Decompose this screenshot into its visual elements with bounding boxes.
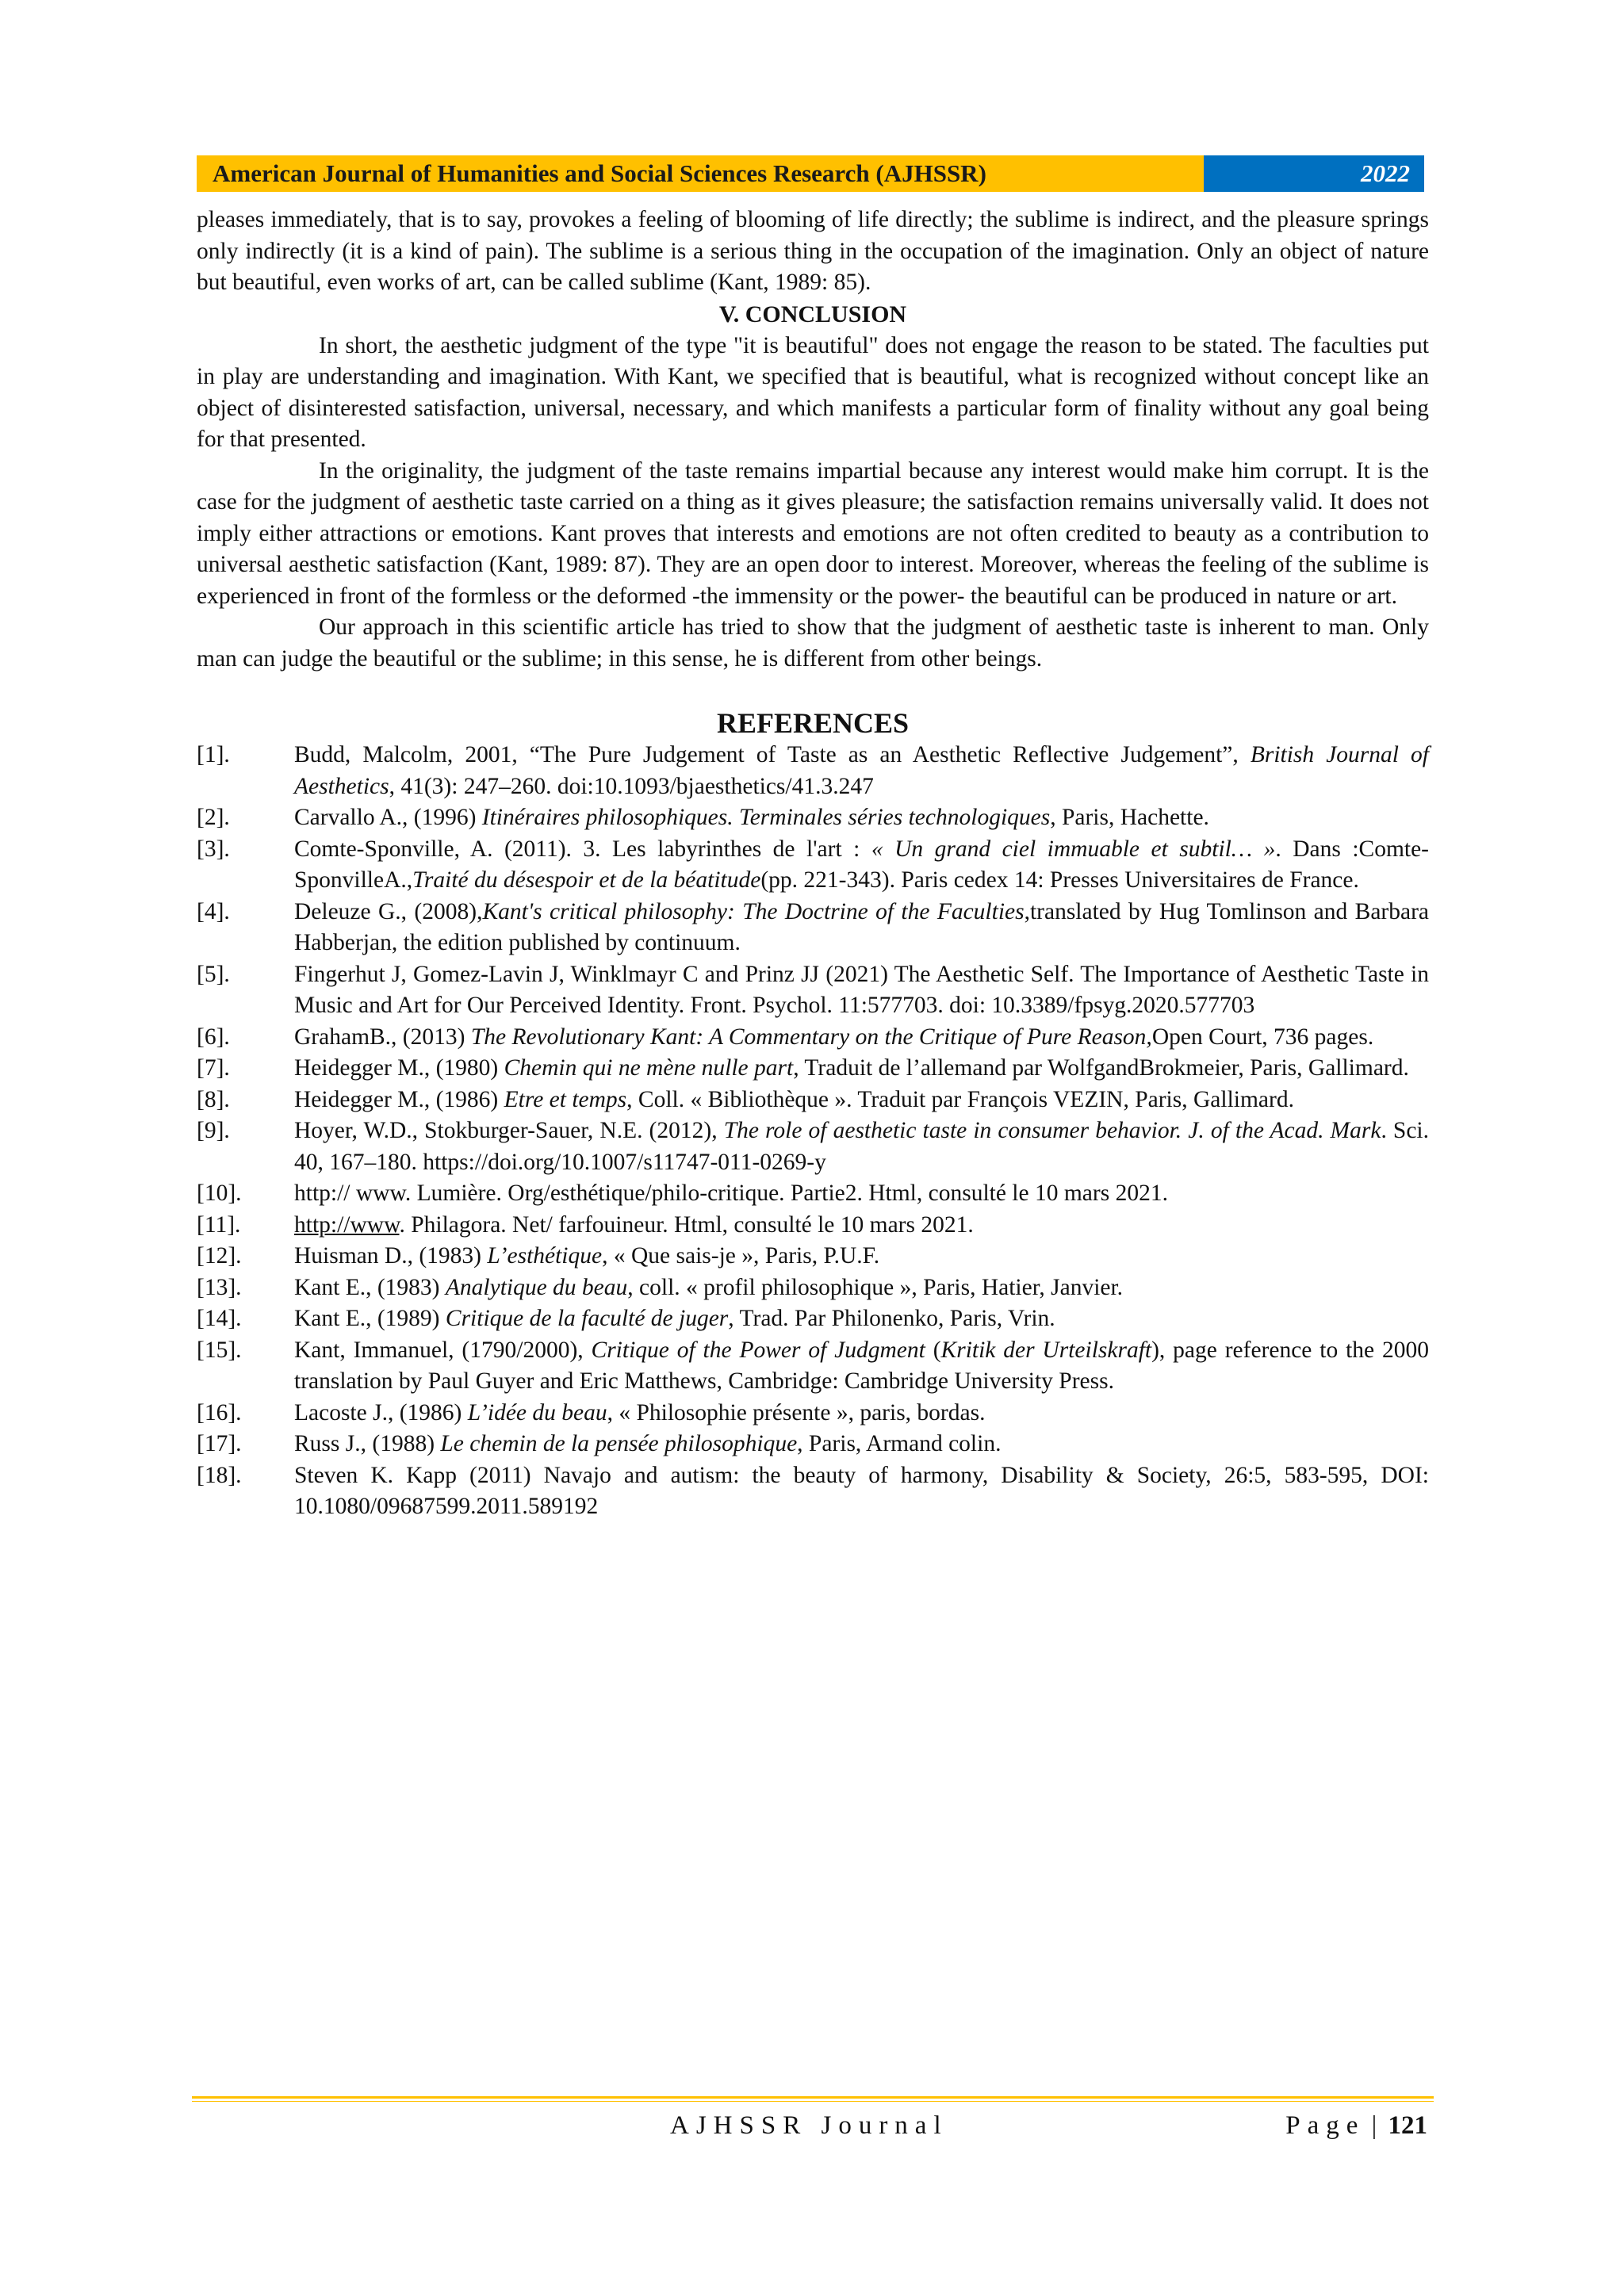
reference-title: Analytique du beau xyxy=(445,1274,628,1300)
reference-item xyxy=(197,1115,1429,1178)
reference-title: Critique de la faculté de juger xyxy=(445,1306,729,1331)
journal-year: 2022 xyxy=(1204,155,1424,192)
reference-title: Le chemin de la pensée philosophique xyxy=(440,1431,798,1456)
reference-segment: Lacoste J., (1986) xyxy=(294,1399,468,1425)
reference-text xyxy=(294,1022,1429,1054)
reference-number: [8]. xyxy=(197,1086,230,1112)
reference-text xyxy=(294,1460,1429,1523)
reference-number: [6]. xyxy=(197,1024,230,1050)
page-content xyxy=(197,205,1429,1523)
reference-segment: Hoyer, W.D., Stokburger-Sauer, N.E. (2012), xyxy=(294,1118,724,1143)
reference-item xyxy=(197,1022,1429,1054)
reference-segment: Open Court, 736 pages. xyxy=(1151,1024,1374,1050)
reference-title: Kritik der Urteilskraft xyxy=(940,1337,1152,1363)
reference-number: [7]. xyxy=(197,1055,230,1081)
reference-item xyxy=(197,1398,1429,1429)
reference-segment: , « Que sais-je », Paris, P.U.F. xyxy=(602,1243,880,1269)
reference-item xyxy=(197,1178,1429,1210)
footer-rule xyxy=(192,2096,1434,2099)
reference-item xyxy=(197,1303,1429,1335)
reference-segment: GrahamB., (2013) xyxy=(294,1024,471,1050)
reference-title: « Un grand ciel immuable et subtil… » xyxy=(871,836,1276,862)
footer-page-indicator xyxy=(1285,2109,1427,2142)
footer-page-number: 121 xyxy=(1388,2111,1427,2140)
reference-title: L’esthétique xyxy=(487,1243,603,1269)
reference-number: [18]. xyxy=(197,1462,242,1488)
reference-segment: , Traduit de l’allemand par WolfgandBrokmeier, Paris, Gallimard. xyxy=(793,1055,1409,1081)
reference-segment: Fingerhut J, Gomez-Lavin J, Winklmayr C and Prinz JJ (2021) The Aesthetic Self. The Importance of Aesthetic Taste in Music and Art for Our Perceived Identity. Front. Psychol. 11:577703. doi: 10.3389/fpsyg.2020.577703 xyxy=(294,961,1429,1018)
reference-item xyxy=(197,1272,1429,1304)
footer-page-label: Page xyxy=(1285,2111,1365,2140)
reference-number: [9]. xyxy=(197,1118,230,1143)
reference-number: [10]. xyxy=(197,1181,242,1206)
reference-item xyxy=(197,1429,1429,1460)
reference-number: [12]. xyxy=(197,1243,242,1269)
reference-title: The Revolutionary Kant: A Commentary on the Critique of Pure Reason, xyxy=(470,1024,1152,1050)
reference-number: [5]. xyxy=(197,961,230,987)
reference-segment: (pp. 221-343). Paris cedex 14: Presses Universitaires de France. xyxy=(760,867,1359,893)
footer-page-separator: | xyxy=(1371,2111,1377,2140)
reference-segment: ( xyxy=(925,1337,941,1363)
reference-segment: Kant E., (1983) xyxy=(294,1274,446,1300)
reference-segment: http:// www. Lumière. Org/esthétique/philo-critique. Partie2. Html, consulté le 10 mars 2021. xyxy=(294,1181,1168,1206)
conclusion-heading: V. CONCLUSION xyxy=(718,300,907,327)
reference-title: L’idée du beau xyxy=(467,1399,607,1425)
reference-text xyxy=(294,1178,1429,1210)
reference-segment: . Dans :Comte-SponvilleA., xyxy=(294,836,1429,893)
reference-segment: , Trad. Par Philonenko, Paris, Vrin. xyxy=(728,1306,1055,1331)
reference-item xyxy=(197,740,1429,802)
reference-text xyxy=(294,1115,1429,1178)
reference-text xyxy=(294,802,1429,834)
reference-segment: Comte-Sponville, A. (2011). 3. Les labyrinthes de l'art : xyxy=(294,836,871,862)
reference-text xyxy=(294,1303,1429,1335)
footer-journal-name: AJHSSR Journal xyxy=(670,2111,948,2140)
reference-segment: , « Philosophie présente », paris, bordas. xyxy=(607,1399,986,1425)
reference-segment: , coll. « profil philosophique », Paris, Hatier, Janvier. xyxy=(627,1274,1124,1300)
reference-segment: Russ J., (1988) xyxy=(294,1431,441,1456)
reference-text xyxy=(294,740,1429,802)
conclusion-paragraph: Our approach in this scientific article has tried to show that the judgment of aesthetic taste is inherent to man. Only man can judge the beautiful or the sublime; in this sense, he is different from other beings. xyxy=(197,614,1429,672)
reference-number: [2]. xyxy=(197,805,230,830)
reference-text xyxy=(294,1210,1429,1242)
reference-segment: Heidegger M., (1980) xyxy=(294,1055,504,1081)
reference-item xyxy=(197,897,1429,959)
reference-number: [16]. xyxy=(197,1399,242,1425)
reference-item xyxy=(197,1241,1429,1272)
reference-segment: . Philagora. Net/ farfouineur. Html, consulté le 10 mars 2021. xyxy=(399,1211,974,1238)
reference-text xyxy=(294,1272,1429,1304)
reference-text xyxy=(294,1241,1429,1272)
reference-title: Itinéraires philosophiques. Terminales séries technologiques xyxy=(481,805,1051,830)
reference-number: [4]. xyxy=(197,898,230,924)
continued-paragraph: pleases immediately, that is to say, provokes a feeling of blooming of life directly; the sublime is indirect, and the pleasure springs only indirectly (it is a kind of pain). The sublime is a serious thing in the occupation of the imagination. Only an object of nature but beautiful, even works of art, can be called sublime (Kant, 1989: 85). xyxy=(197,207,1429,295)
reference-segment: . Sci. 40, 167–180. https://doi.org/10.1007/s11747-011-0269-y xyxy=(294,1118,1429,1175)
footer-rule-thin xyxy=(192,2101,1434,2102)
reference-title: Chemin qui ne mène nulle part xyxy=(504,1055,794,1081)
reference-text xyxy=(294,1429,1429,1460)
reference-segment: Carvallo A., (1996) xyxy=(294,805,482,830)
reference-number: [1]. xyxy=(197,742,230,767)
reference-title: The role of aesthetic taste in consumer behavior. J. of the Acad. Mark xyxy=(723,1118,1381,1143)
reference-item xyxy=(197,1085,1429,1116)
reference-text xyxy=(294,959,1429,1022)
reference-number: [17]. xyxy=(197,1431,242,1456)
reference-item xyxy=(197,834,1429,897)
reference-title: Etre et temps xyxy=(504,1086,627,1112)
reference-number: [13]. xyxy=(197,1274,242,1300)
reference-item xyxy=(197,1210,1429,1242)
reference-number: [11]. xyxy=(197,1211,241,1238)
reference-title: Traité du désespoir et de la béatitude xyxy=(412,867,761,893)
reference-segment: Budd, Malcolm, 2001, “The Pure Judgement of Taste as an Aesthetic Reflective Judgement”, xyxy=(294,742,1251,767)
reference-text xyxy=(294,1085,1429,1116)
reference-segment: Heidegger M., (1986) xyxy=(294,1086,504,1112)
references-list xyxy=(197,740,1429,1523)
reference-title: Kant's critical philosophy: The Doctrine of the Faculties xyxy=(482,898,1025,924)
reference-segment: , 41(3): 247–260. doi:10.1093/bjaesthetics/41.3.247 xyxy=(389,773,874,799)
reference-title: British Journal of Aesthetics xyxy=(294,742,1429,799)
conclusion-paragraph: In short, the aesthetic judgment of the type "it is beautiful" does not engage the reason to be stated. The faculties put in play are understanding and imagination. With Kant, we specified that is beautiful, what is recognized without concept like an object of disinterested satisfaction, universal, necessary, and which manifests a particular form of finality without any goal being for that presented. xyxy=(197,332,1429,452)
references-heading: REFERENCES xyxy=(716,707,910,739)
reference-text xyxy=(294,1053,1429,1085)
reference-text xyxy=(294,1335,1429,1398)
reference-segment: ,translated by Hug Tomlinson and Barbara Habberjan, the edition published by continuum. xyxy=(294,898,1430,955)
reference-text xyxy=(294,1398,1429,1429)
reference-item xyxy=(197,802,1429,834)
reference-item xyxy=(197,1335,1429,1398)
journal-title: American Journal of Humanities and Social Sciences Research (AJHSSR) xyxy=(197,155,1204,192)
reference-number: [3]. xyxy=(197,836,230,862)
reference-segment: Deleuze G., (2008), xyxy=(294,898,483,924)
reference-segment: Huisman D., (1983) xyxy=(294,1243,488,1269)
reference-segment: , Coll. « Bibliothèque ». Traduit par François VEZIN, Paris, Gallimard. xyxy=(626,1086,1294,1112)
reference-segment: Steven K. Kapp (2011) Navajo and autism: the beauty of harmony, Disability & Society, 26:5, 583-595, DOI: 10.1080/09687599.2011.589192 xyxy=(294,1462,1429,1519)
reference-segment: http://www xyxy=(294,1211,400,1238)
reference-number: [15]. xyxy=(197,1337,242,1363)
reference-segment: ), page reference to the 2000 translation by Paul Guyer and Eric Matthews, Cambridge: Cambridge University Press. xyxy=(294,1337,1429,1394)
journal-header xyxy=(197,155,1424,192)
reference-text xyxy=(294,897,1429,959)
reference-segment: , Paris, Hachette. xyxy=(1050,805,1209,830)
reference-item xyxy=(197,1460,1429,1523)
reference-text xyxy=(294,834,1429,897)
reference-number: [14]. xyxy=(197,1306,242,1331)
conclusion-paragraph: In the originality, the judgment of the taste remains impartial because any interest would make him corrupt. It is the case for the judgment of aesthetic taste carried on a thing as it gives pleasure; the satisfaction remains universally valid. It does not imply either attractions or emotions. Kant proves that interests and emotions are not often credited to beauty as a contribution to universal aesthetic satisfaction (Kant, 1989: 87). They are an open door to interest. Moreover, whereas the feeling of the sublime is experienced in front of the formless or the deformed -the immensity or the power- the beautiful can be produced in nature or art. xyxy=(197,457,1429,609)
reference-segment: , Paris, Armand colin. xyxy=(797,1431,1002,1456)
reference-segment: Kant, Immanuel, (1790/2000), xyxy=(294,1337,592,1363)
reference-item xyxy=(197,1053,1429,1085)
reference-segment: Kant E., (1989) xyxy=(294,1306,446,1331)
reference-item xyxy=(197,959,1429,1022)
reference-title: Critique of the Power of Judgment xyxy=(591,1337,925,1363)
